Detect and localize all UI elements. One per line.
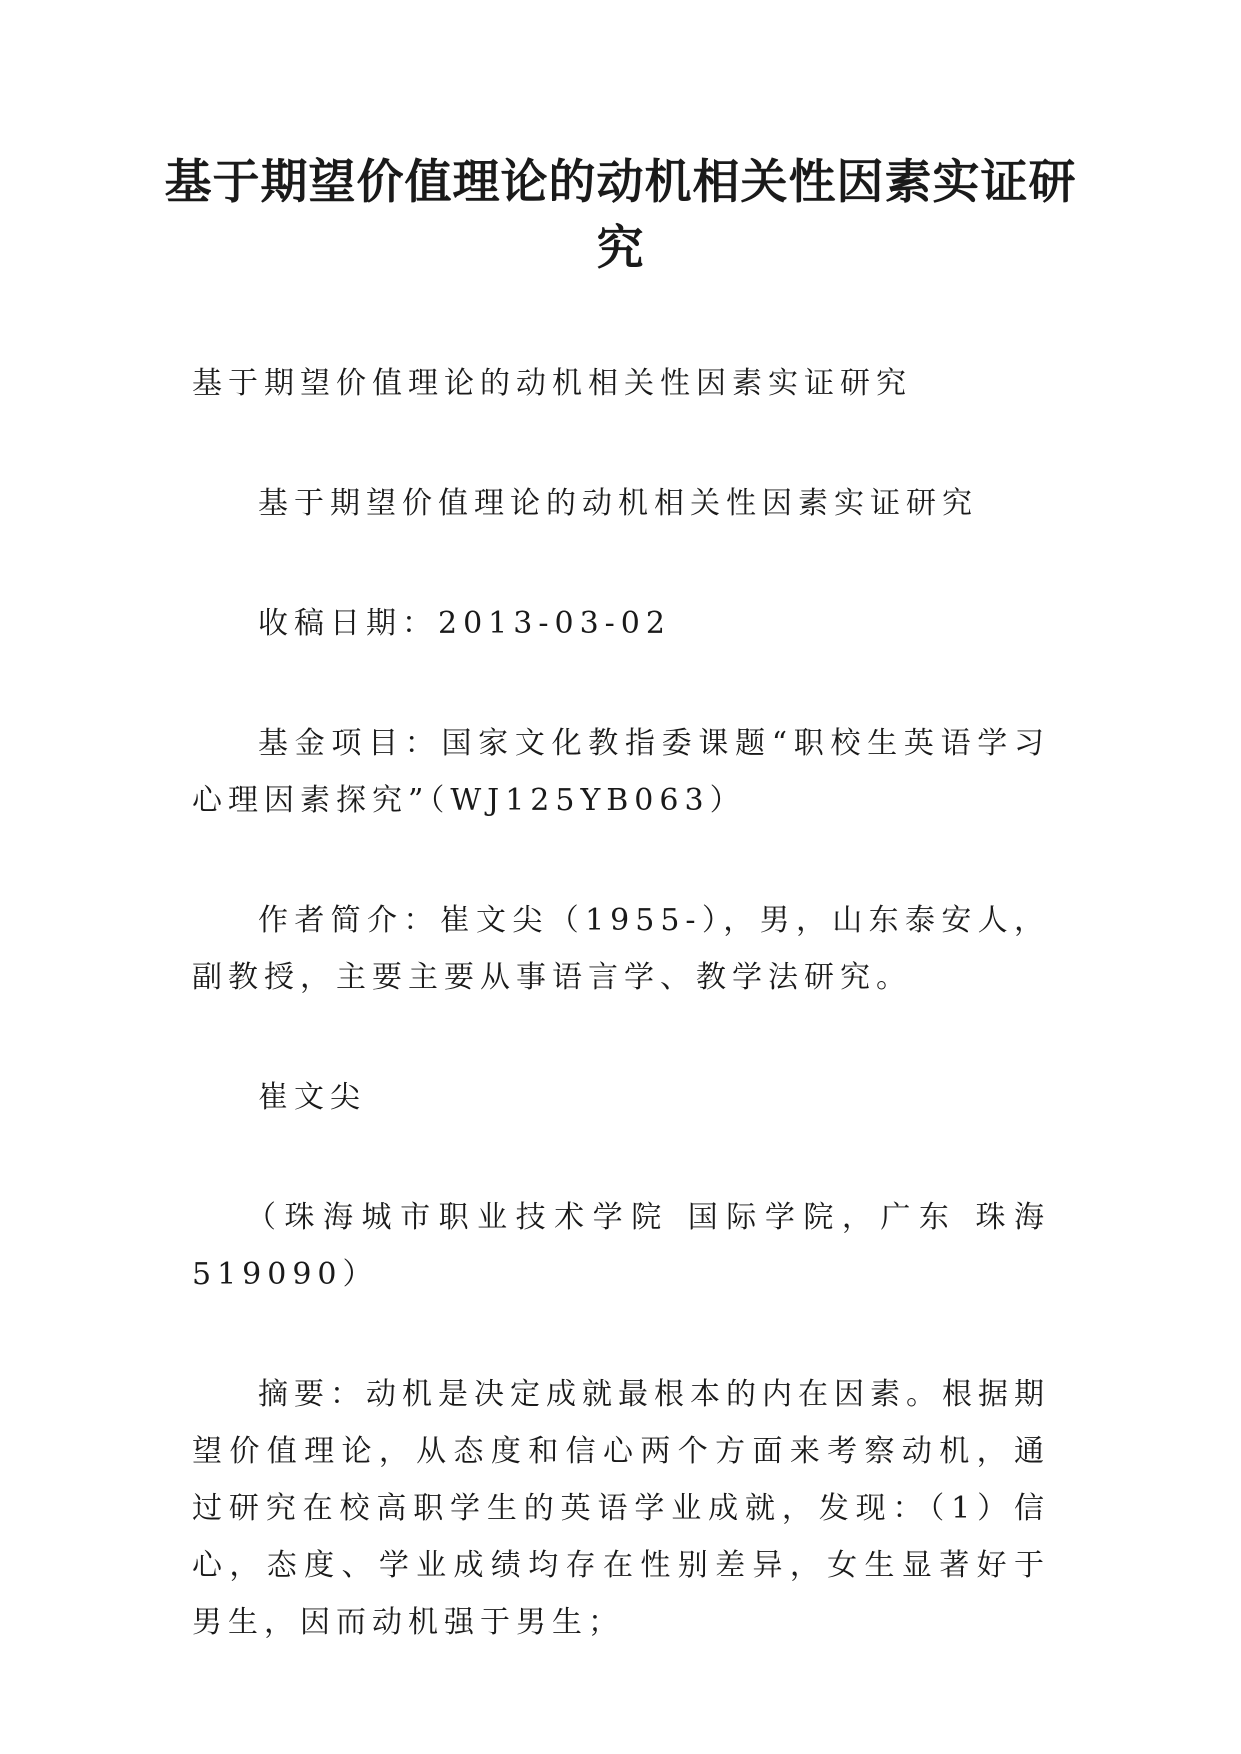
received-date-paragraph: 收稿日期：2013-03-02: [258, 606, 671, 641]
author-bio-paragraph: 作者简介：崔文尖（1955-），男，山东泰安人，副教授，主要主要从事语言学、教学法研究。: [192, 903, 1050, 995]
fund-project-paragraph: 基金项目：国家文化教指委课题“职校生英语学习心理因素探究”（WJ125YB063）: [192, 726, 1050, 818]
affiliation-paragraph: （珠海城市职业技术学院 国际学院，广东 珠海519090）: [192, 1200, 1050, 1292]
abstract-paragraph: 摘要：动机是决定成就最根本的内在因素。根据期望价值理论，从态度和信心两个方面来考察动机，通过研究在校高职学生的英语学业成就，发现：（1）信心，态度、学业成绩均存在性别差异，女生显著好于男生，因而动机强于男生；: [192, 1377, 1050, 1640]
document-title: 基于期望价值理论的动机相关性因素实证研究: [164, 155, 1077, 276]
author-name-paragraph: 崔文尖: [258, 1080, 366, 1115]
document-body: [192, 355, 1050, 1714]
subtitle-paragraph: 基于期望价值理论的动机相关性因素实证研究: [258, 486, 978, 521]
title-repeat-paragraph: 基于期望价值理论的动机相关性因素实证研究: [192, 366, 912, 401]
